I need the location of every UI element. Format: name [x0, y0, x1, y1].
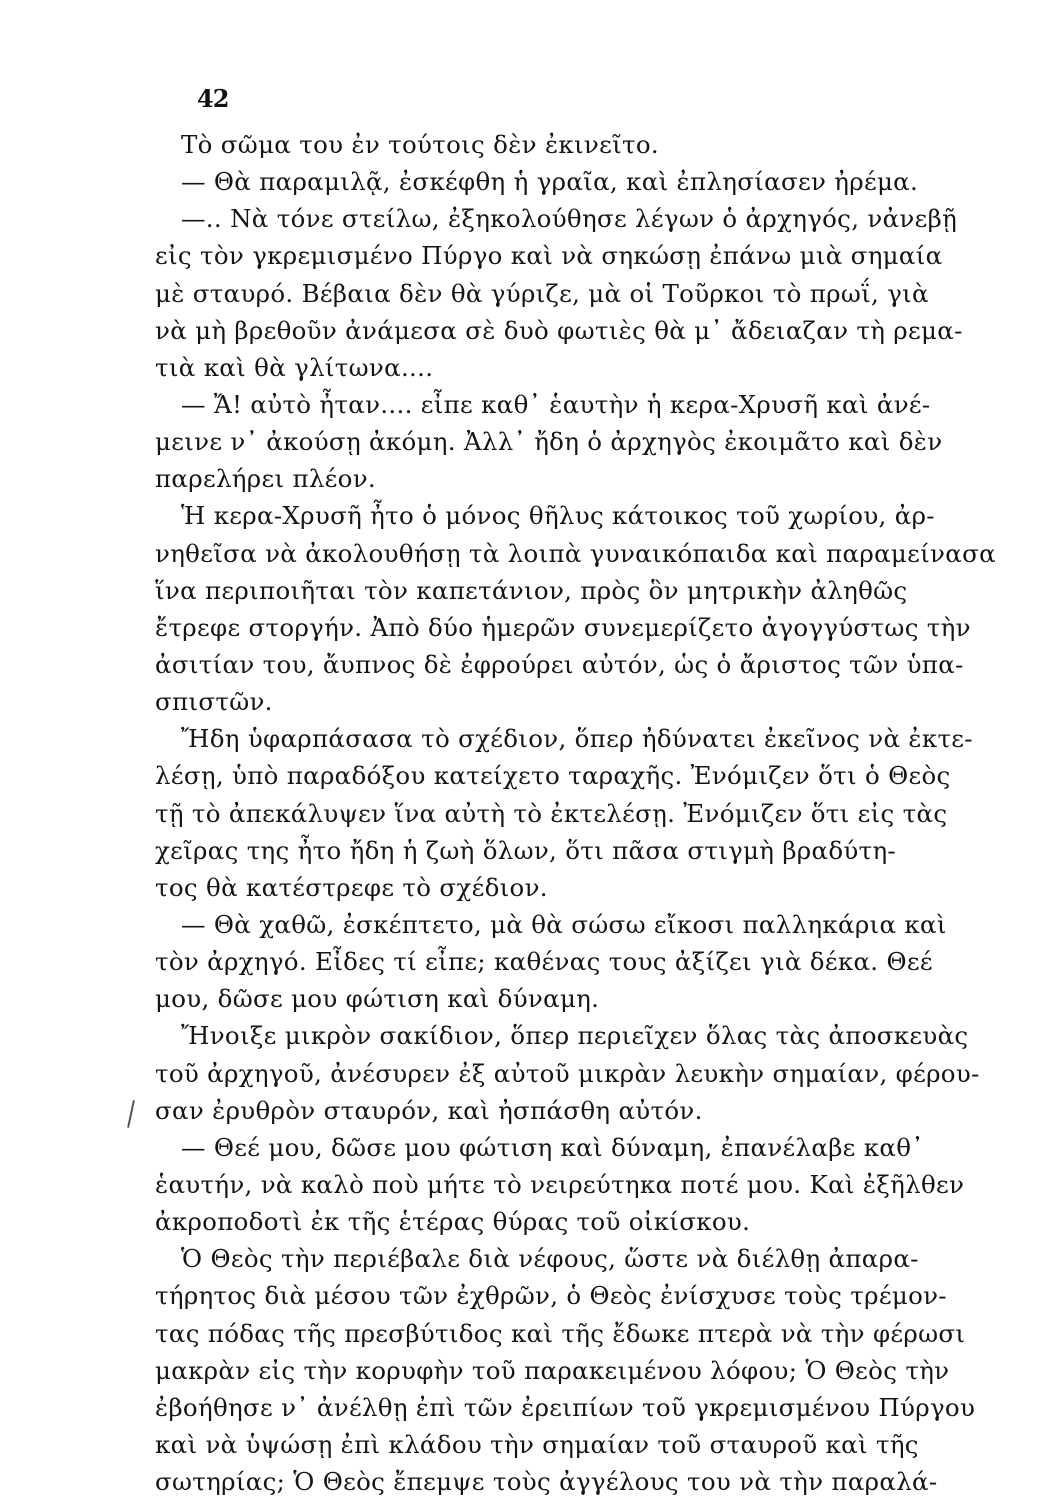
text-line: τος θὰ κατέστρεφε τὸ σχέδιον. [155, 872, 548, 902]
body-text [155, 126, 1043, 1500]
text-line: παρελήρει πλέον. [155, 464, 376, 494]
text-line: ἀσιτίαν του, ἄυπνος δὲ ἐφρούρει αὐτόν, ὡς ὁ ἄριστος τῶν ὑπα- [155, 649, 964, 679]
text-line: σαν ἐρυθρὸν σταυρόν, καὶ ἠσπάσθη αὐτόν. [155, 1095, 703, 1125]
text-line: καὶ νὰ ὑψώσῃ ἐπὶ κλάδου τὴν σημαίαν τοῦ σταυροῦ καὶ τῆς [155, 1429, 919, 1459]
text-line: λέσῃ, ὑπὸ παραδόξου κατείχετο ταραχῆς. Ἐνόμιζεν ὅτι ὁ Θεὸς [155, 761, 951, 791]
text-line: τας πόδας τῆς πρεσβύτιδος καὶ τῆς ἔδωκε πτερὰ νὰ τὴν φέρωσι [155, 1318, 966, 1348]
text-line: ἔτρεφε στοργήν. Ἀπὸ δύο ἡμερῶν συνεμερίζετο ἀγογγύστως τὴν [155, 612, 971, 642]
text-line: εἰς τὸν γκρεμισμένο Πύργο καὶ νὰ σηκώσῃ ἐπάνω μιὰ σημαία [155, 241, 943, 271]
text-line: μακρὰν εἰς τὴν κορυφὴν τοῦ παρακειμένου λόφου; Ὁ Θεὸς τὴν [155, 1355, 950, 1385]
text-line: τῇ τὸ ἀπεκάλυψεν ἵνα αὐτὴ τὸ ἐκτελέσῃ. Ἐνόμιζεν ὅτι εἰς τὰς [155, 798, 948, 828]
text-line: — Ἄ! αὐτὸ ἦταν.... εἶπε καθ᾽ ἑαυτὴν ἡ κερα-Χρυσῆ καὶ ἀνέ- [181, 389, 931, 419]
text-line: μεινε ν᾽ ἀκούσῃ ἀκόμη. Ἀλλ᾽ ἤδη ὁ ἀρχηγὸς ἐκοιμᾶτο καὶ δὲν [155, 427, 943, 457]
text-line: — Θὰ χαθῶ, ἐσκέπτετο, μὰ θὰ σώσω εἴκοσι παλληκάρια καὶ [181, 909, 947, 939]
text-line: ἀκροποδοτὶ ἐκ τῆς ἑτέρας θύρας τοῦ οἰκίσκου. [155, 1207, 751, 1237]
text-line: ἵνα περιποιῆται τὸν καπετάνιον, πρὸς ὃν μητρικὴν ἀληθῶς [155, 575, 908, 605]
text-line: Ἤδη ὑφαρπάσασα τὸ σχέδιον, ὅπερ ἠδύνατει ἐκεῖνος νὰ ἐκτε- [181, 724, 973, 754]
text-line: τὸν ἀρχηγό. Εἶδες τί εἶπε; καθένας τους ἀξίζει γιὰ δέκα. Θεέ [155, 947, 933, 977]
text-line: τοῦ ἀρχηγοῦ, ἀνέσυρεν ἐξ αὐτοῦ μικρὰν λευκὴν σημαίαν, φέρου- [155, 1058, 980, 1088]
text-line: νὰ μὴ βρεθοῦν ἀνάμεσα σὲ δυὸ φωτιὲς θὰ μ᾽ ἄδειαζαν τὴ ρεμα- [155, 315, 963, 345]
text-line: μὲ σταυρό. Βέβαια δὲν θὰ γύριζε, μὰ οἱ Τοῦρκοι τὸ πρωΐ, γιὰ [155, 278, 929, 308]
text-line: ἑαυτήν, νὰ καλὸ ποὺ μήτε τὸ νειρεύτηκα ποτέ μου. Καὶ ἐξῆλθεν [155, 1169, 965, 1199]
text-line: σωτηρίας; Ὁ Θεὸς ἔπεμψε τοὺς ἀγγέλους του νὰ τὴν παραλά- [155, 1467, 938, 1497]
text-line: Ἡ κερα-Χρυσῆ ἦτο ὁ μόνος θῆλυς κάτοικος τοῦ χωρίου, ἀρ- [181, 501, 935, 531]
text-line: τήρητος διὰ μέσου τῶν ἐχθρῶν, ὁ Θεὸς ἐνίσχυσε τοὺς τρέμον- [155, 1281, 947, 1311]
text-line: χεῖρας της ἦτο ἤδη ἡ ζωὴ ὅλων, ὅτι πᾶσα στιγμὴ βραδύτη- [155, 835, 897, 865]
page-number: 42 [197, 84, 229, 113]
text-line: τιὰ καὶ θὰ γλίτωνα.... [155, 352, 434, 382]
text-line: — Θεέ μου, δῶσε μου φώτιση καὶ δύναμη, ἐπανέλαβε καθ᾽ [181, 1132, 924, 1162]
margin-mark [127, 1100, 135, 1128]
text-line: Τὸ σῶμα του ἐν τούτοις δὲν ἐκινεῖτο. [181, 130, 659, 159]
text-line: νηθεῖσα νὰ ἀκολουθήσῃ τὰ λοιπὰ γυναικόπαιδα καὶ παραμείνασα [155, 538, 996, 568]
text-line: μου, δῶσε μου φώτιση καὶ δύναμη. [155, 984, 600, 1014]
text-line: ἐβοήθησε ν᾽ ἀνέλθῃ ἐπὶ τῶν ἐρειπίων τοῦ γκρεμισμένου Πύργου [155, 1392, 976, 1422]
text-line: Ἤνοιξε μικρὸν σακίδιον, ὅπερ περιεῖχεν ὅλας τὰς ἀποσκευὰς [181, 1021, 969, 1051]
text-line: —.. Νὰ τόνε στείλω, ἐξηκολούθησε λέγων ὁ ἀρχηγός, νἀνεβῇ [181, 204, 958, 234]
text-line: Ὁ Θεὸς τὴν περιέβαλε διὰ νέφους, ὥστε νὰ διέλθῃ ἀπαρα- [181, 1244, 919, 1274]
text-line: σπιστῶν. [155, 687, 273, 717]
text-line: — Θὰ παραμιλᾷ, ἐσκέφθη ἡ γραῖα, καὶ ἐπλησίασεν ἠρέμα. [181, 167, 919, 197]
